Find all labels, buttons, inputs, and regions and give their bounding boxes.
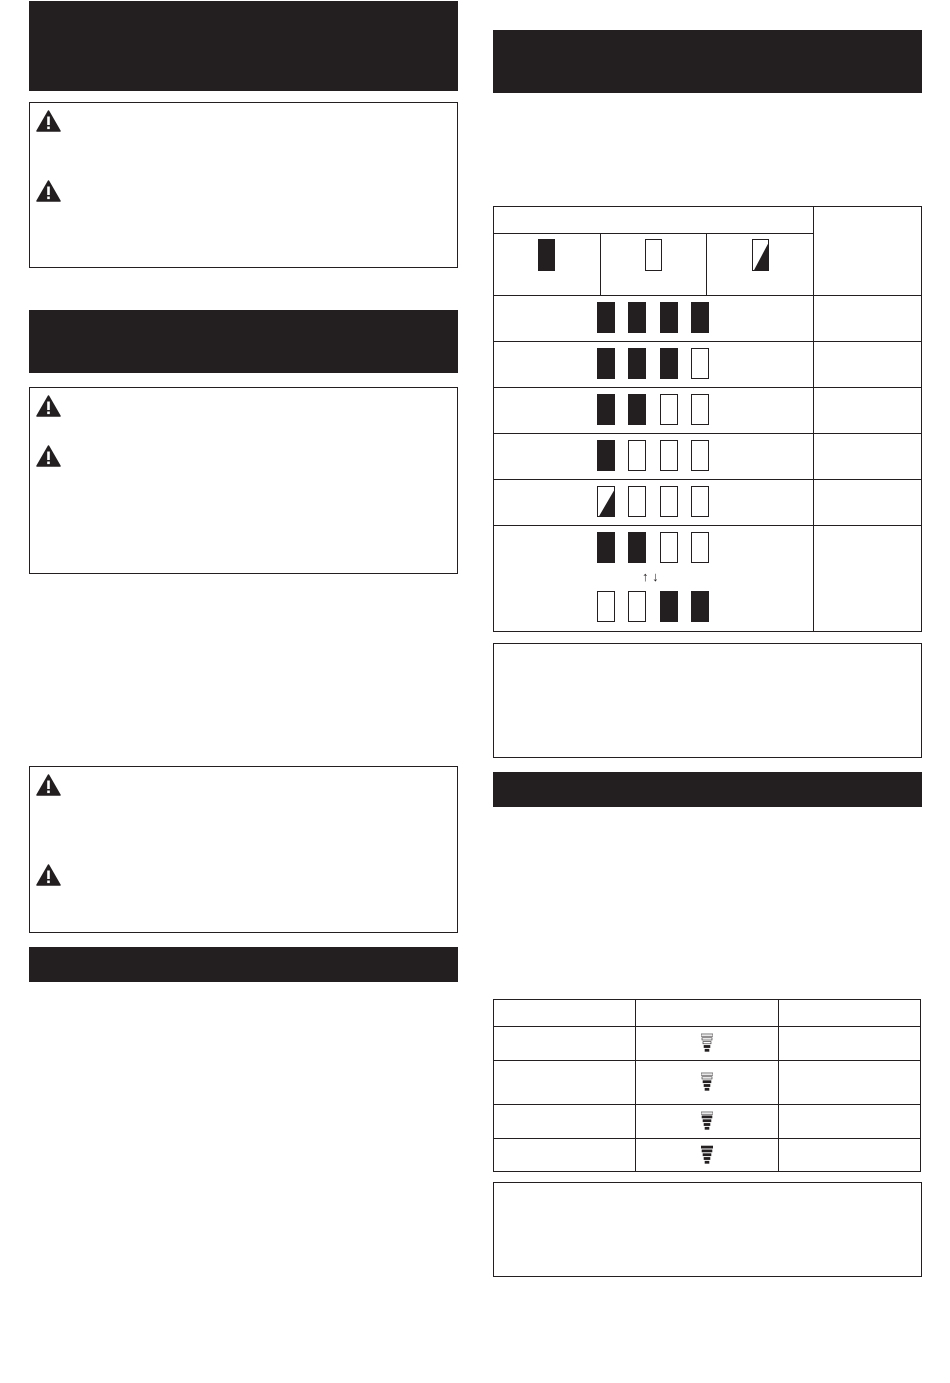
lamp-lighted-icon: [660, 348, 678, 379]
lamp-off-icon: [660, 394, 678, 425]
table-rule: [493, 341, 922, 342]
table-rule: [493, 206, 494, 632]
table-rule: [493, 1171, 921, 1172]
lamp-lighted-icon: [597, 440, 615, 471]
lamp-off-icon: [691, 486, 709, 517]
warning-triangle-icon: [36, 110, 61, 132]
table-rule: [635, 999, 636, 1172]
lamp-lighted-icon: [538, 239, 555, 271]
light-mode-icon: [701, 1072, 713, 1090]
lamp-off-icon: [660, 532, 678, 563]
table-rule: [600, 233, 601, 295]
table-rule: [493, 206, 922, 207]
table-rule: [493, 999, 494, 1172]
lamp-off-icon: [691, 394, 709, 425]
table-rule: [493, 233, 813, 234]
note-box-1: [493, 643, 922, 758]
table-rule: [493, 433, 922, 434]
lamp-off-icon: [691, 348, 709, 379]
table-rule: [493, 295, 922, 296]
table-rule: [493, 1104, 921, 1105]
warning-triangle-icon: [36, 445, 61, 467]
light-mode-icon: [701, 1145, 713, 1163]
lamp-off-icon: [660, 440, 678, 471]
warning-triangle-icon: [36, 180, 61, 202]
lamp-off-icon: [628, 486, 646, 517]
lamp-off-icon: [645, 239, 662, 271]
lamp-lighted-icon: [660, 302, 678, 333]
lamp-lighted-icon: [628, 394, 646, 425]
lamp-lighted-icon: [628, 302, 646, 333]
lamp-off-icon: [691, 440, 709, 471]
lamp-lighted-icon: [691, 591, 709, 622]
lamp-off-icon: [597, 591, 615, 622]
table-rule: [493, 631, 922, 632]
light-mode-table: [493, 999, 921, 1172]
lamp-lighted-icon: [691, 302, 709, 333]
lamp-lighted-icon: [597, 302, 615, 333]
table-rule: [493, 387, 922, 388]
warning-box-3: [29, 766, 458, 933]
table-rule: [813, 206, 814, 632]
lamp-off-icon: [691, 532, 709, 563]
lamp-lighted-icon: [597, 348, 615, 379]
lamp-lighted-icon: [628, 348, 646, 379]
section-banner-3: [29, 947, 458, 982]
lamp-lighted-icon: [628, 532, 646, 563]
lamp-lighted-icon: [597, 394, 615, 425]
section-banner-1: [29, 1, 458, 91]
table-rule: [493, 1138, 921, 1139]
section-banner-4: [493, 30, 922, 93]
lamp-off-icon: [660, 486, 678, 517]
warning-triangle-icon: [36, 864, 61, 886]
section-banner-2: [29, 310, 458, 373]
warning-triangle-icon: [36, 395, 61, 417]
section-banner-5: [493, 772, 922, 807]
note-box-2: [493, 1182, 922, 1277]
table-rule: [493, 999, 921, 1000]
warning-triangle-icon: [36, 774, 61, 796]
light-mode-icon: [701, 1033, 713, 1051]
alternating-arrows: ↑ ↓: [642, 569, 659, 584]
warning-box-2: [29, 387, 458, 574]
table-rule: [920, 999, 921, 1172]
lamp-lighted-icon: [660, 591, 678, 622]
table-rule: [921, 206, 922, 632]
table-rule: [493, 1060, 921, 1061]
battery-indicator-table: [493, 206, 922, 632]
warning-box-1: [29, 102, 458, 268]
lamp-off-icon: [628, 440, 646, 471]
light-mode-icon: [701, 1111, 713, 1129]
lamp-lighted-icon: [597, 532, 615, 563]
lamp-blinking-icon: [752, 239, 769, 271]
lamp-blinking-icon: [597, 486, 615, 517]
table-rule: [778, 999, 779, 1172]
lamp-off-icon: [628, 591, 646, 622]
table-rule: [493, 525, 922, 526]
table-rule: [493, 1026, 921, 1027]
table-rule: [706, 233, 707, 295]
table-rule: [493, 479, 922, 480]
